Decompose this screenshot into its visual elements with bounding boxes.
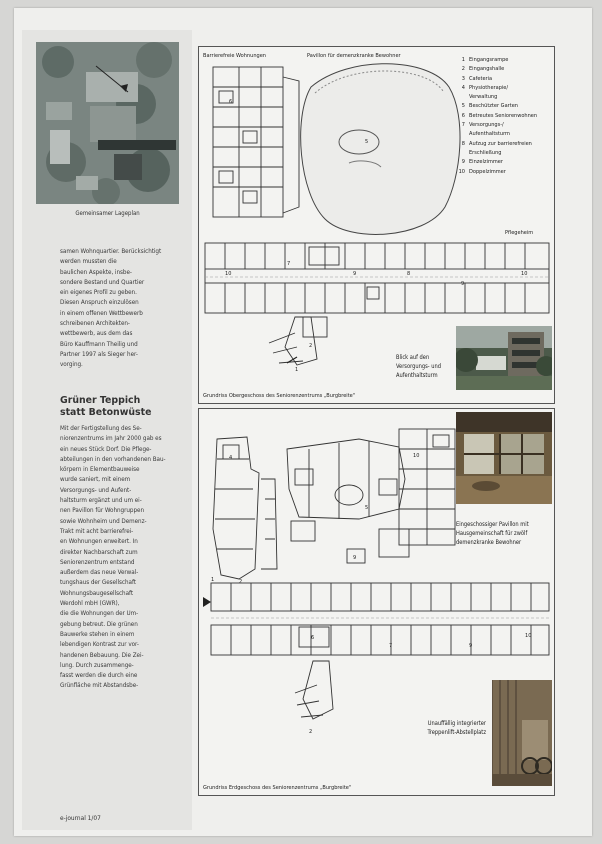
legend-item: Aufenthaltsturm: [469, 131, 510, 138]
section-heading: Grüner Teppich statt Betonwüste: [60, 395, 152, 418]
legend-item: 7 Versorgungs-/: [461, 122, 504, 129]
plan-number: 7: [287, 261, 291, 267]
text-line: nen Pavillon für Wohngruppen: [60, 507, 144, 515]
text-line: in einem offenen Wettbewerb: [60, 309, 143, 317]
legend-item: 4 Physiotherapie/: [461, 84, 509, 91]
legend-item: 3 Cafeteria: [461, 75, 493, 82]
ground-plan-caption: Grundriss Erdgeschoss des Seniorenzentrums „Burgbreite": [203, 785, 352, 791]
text-line: lebendigen Kontrast zur vor-: [60, 641, 139, 649]
photo-pavilion-caption: Eingeschossiger Pavillon mit Hausgemeinschaft für zwölf demenzkranke Bewohner: [456, 522, 529, 546]
plan-number: 4: [229, 455, 233, 461]
text-line: Wohnungsbaugesellschaft: [60, 589, 134, 597]
text-line: handenen Bebauung. Die Zei-: [60, 651, 144, 659]
plan-number: 1: [211, 577, 215, 583]
text-line: ein neues Stück Dorf. Die Pflege-: [60, 445, 152, 453]
text-line: wettbewerb, aus dem das: [60, 330, 133, 338]
label-accessible-apartments: Barrierefreie Wohnungen: [203, 53, 266, 59]
body-text-1: [60, 247, 182, 371]
text-line: direkter Nachbarschaft zum: [60, 548, 138, 556]
text-line: außerdem das neue Verwal-: [60, 569, 139, 577]
photo-tower-caption: Blick auf den Versorgungs- und Aufenthaltsturm: [396, 355, 441, 379]
plan-number: 10: [521, 271, 528, 277]
plan-number: 8: [407, 271, 411, 277]
plan-legend: [455, 56, 537, 177]
text-line: ein eigenes Profil zu geben.: [60, 289, 137, 297]
plan-number: 10: [525, 633, 532, 639]
plan-number: 9: [461, 281, 465, 287]
photo-tower: [456, 326, 552, 390]
legend-item: Erschließung: [469, 149, 502, 156]
text-line: Trakt mit acht barrierefrei-: [60, 527, 134, 535]
legend-item: 8 Aufzug zur barrierefreien: [461, 140, 532, 147]
text-line: Seniorenzentrum entstand: [60, 558, 135, 566]
text-line: Büro Kauffmann Theilig und: [60, 340, 138, 348]
text-line: samen Wohnquartier. Berücksichtigt werden mussten die: [60, 248, 162, 266]
text-line: niorenzentrums im Jahr 2000 gab es: [60, 435, 162, 443]
plan-number: 9: [353, 271, 357, 277]
plan-number: 10: [225, 271, 232, 277]
text-line: schreibenen Architekten-: [60, 320, 130, 328]
text-line: Grünfläche mit Abstandsbe-: [60, 682, 139, 690]
text-line: fasst werden die durch eine: [60, 672, 138, 680]
plan-number: 10: [413, 453, 420, 459]
legend-item: 1 Eingangsrampe: [461, 57, 509, 63]
page-footer: e-journal 1/07: [60, 814, 101, 822]
plan-number: 2: [309, 729, 313, 735]
text-line: baulichen Aspekte, insbe-: [60, 268, 132, 276]
site-plan-image: [36, 42, 179, 204]
plan-number: 6: [229, 99, 233, 105]
label-dementia-pavilion: Pavillon für demenzkranke Bewohner: [307, 53, 401, 59]
upper-plan-caption: Grundriss Obergeschoss des Seniorenzentrums „Burgbreite": [203, 393, 356, 399]
plan-number: 9: [469, 643, 473, 649]
photo-stairlift-caption: Unauffällig integrierter Treppenlift-Abstellplatz: [427, 721, 486, 736]
text-line: Mit der Fertigstellung des Se-: [60, 425, 142, 432]
text-line: wurde saniert, mit einem: [60, 476, 131, 484]
text-line: körpern in Elementbauweise: [60, 466, 140, 474]
legend-item: 5 Beschützter Garten: [461, 103, 518, 110]
plan-number: 9: [353, 555, 357, 561]
text-line: en Wohnungen erweitert. In: [60, 538, 138, 546]
photo-stairlift: [492, 680, 552, 786]
text-line: tungshaus der Gesellschaft: [60, 579, 136, 587]
text-line: Versorgungs- und Aufent-: [60, 486, 132, 494]
plan-number: 5: [365, 139, 369, 145]
legend-item: 10 Doppelzimmer: [458, 168, 506, 175]
legend-item: 2 Eingangshalle: [461, 66, 505, 73]
label-care-wing: Pflegeheim: [505, 230, 534, 236]
legend-item: 9 Einzelzimmer: [461, 159, 503, 166]
text-line: lung. Durch zusammenge-: [60, 661, 134, 669]
text-line: haltsturm ergänzt und um ei-: [60, 497, 142, 505]
legend-item: 6 Betreutes Seniorenwohnen: [461, 112, 538, 119]
text-line: die die Wohnungen der Um-: [60, 610, 139, 618]
legend-item: Verwaltung: [469, 94, 498, 101]
photo-pavilion: [456, 412, 552, 504]
text-line: gebung betreut. Die grünen: [60, 620, 138, 628]
text-line: vorging.: [60, 361, 83, 369]
plan-number: 1: [295, 367, 299, 373]
text-line: Partner 1997 als Sieger her-: [60, 350, 138, 358]
text-line: abteilungen in den vorhandenen Bau-: [60, 455, 166, 463]
site-plan-caption: Gemeinsamer Lageplan: [75, 210, 140, 217]
plan-number: 7: [389, 643, 393, 649]
plan-number: 5: [365, 505, 369, 511]
plan-number: 2: [309, 343, 313, 349]
plan-number: 2: [239, 579, 243, 585]
plan-number: 6: [311, 635, 315, 641]
text-line: sowie Wohnheim und Demenz-: [60, 517, 147, 525]
text-line: Diesen Anspruch einzulösen: [60, 299, 139, 307]
text-line: Werdohl mbH (GWR),: [60, 600, 120, 608]
text-line: sondere Bestand und Quartier: [60, 278, 145, 286]
body-text-2: [60, 424, 182, 692]
text-line: Bauwerke stehen in einem: [60, 630, 135, 638]
